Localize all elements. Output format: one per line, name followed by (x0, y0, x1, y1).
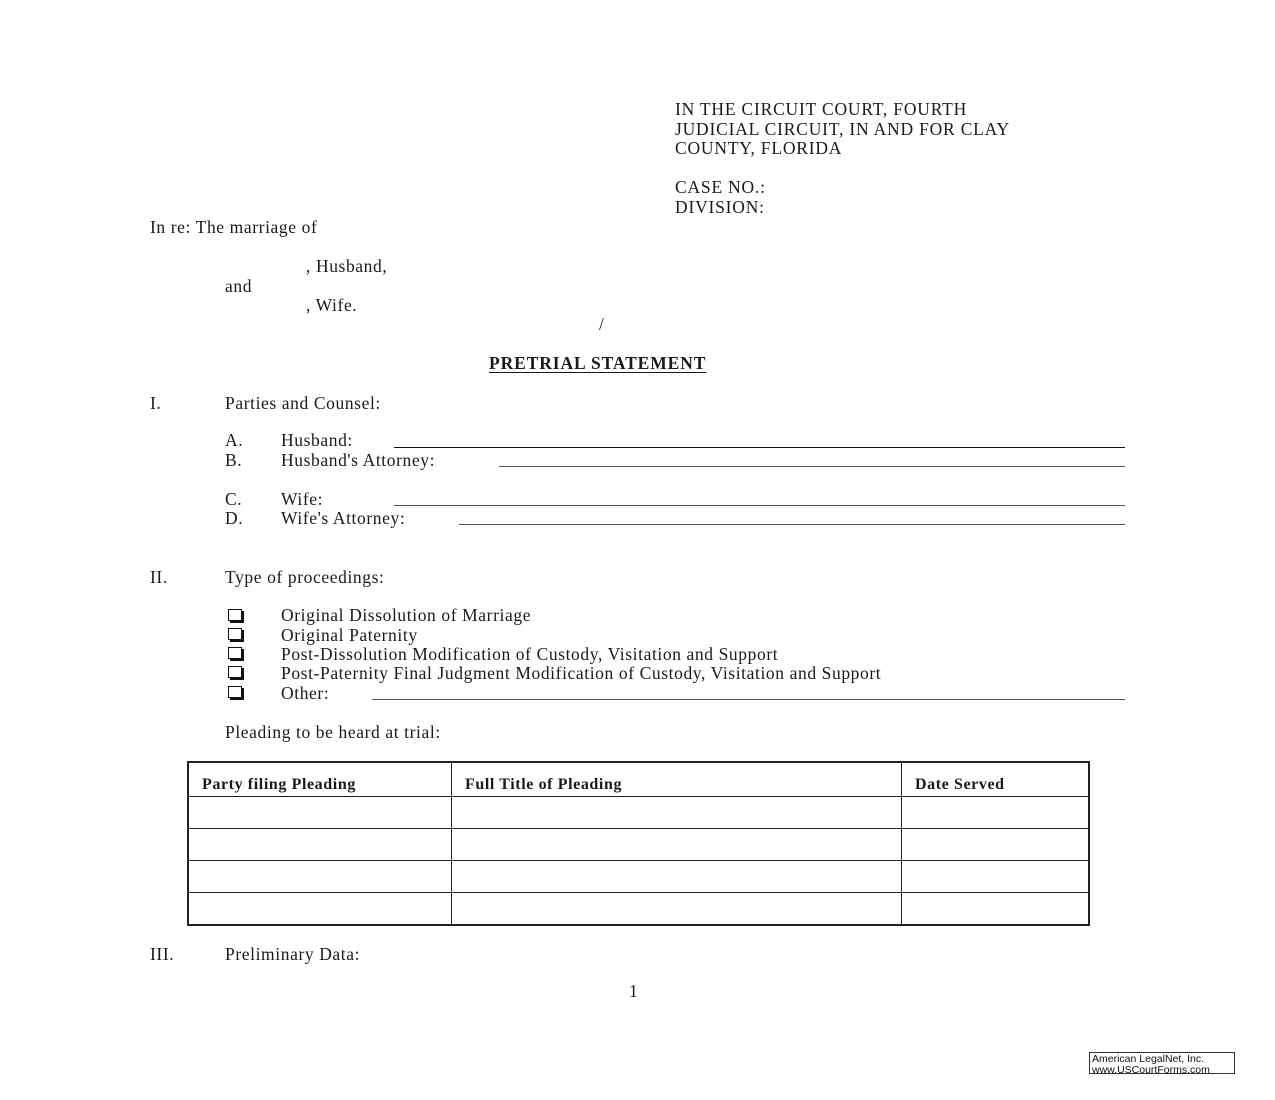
document-title: PRETRIAL STATEMENT (489, 353, 707, 373)
court-header (675, 100, 1010, 159)
section-3-heading: Preliminary Data: (225, 944, 361, 964)
title-cell[interactable] (452, 861, 902, 893)
party-cell[interactable] (188, 797, 452, 829)
court-header-line: IN THE CIRCUIT COURT, FOURTH (675, 99, 968, 119)
date-cell[interactable] (902, 829, 1090, 861)
table-row (188, 797, 1089, 829)
court-header-line: COUNTY, FLORIDA (675, 138, 843, 158)
section-1-numeral: I. (150, 393, 162, 413)
in-re-caption: In re: The marriage of (150, 217, 318, 237)
wife-attorney-field[interactable] (459, 524, 1125, 525)
division-label: DIVISION: (675, 197, 765, 217)
party-cell[interactable] (188, 861, 452, 893)
column-header-party: Party filing Pleading (188, 762, 452, 797)
checkbox-post-paternity-modification[interactable] (228, 666, 242, 678)
page-number: 1 (629, 981, 639, 1001)
field-a-letter: A. (225, 430, 244, 450)
checkbox-other[interactable] (228, 686, 242, 698)
party-cell[interactable] (188, 829, 452, 861)
section-2-numeral: II. (150, 567, 168, 587)
date-cell[interactable] (902, 797, 1090, 829)
table-row (188, 829, 1089, 861)
stamp-company: American LegalNet, Inc. (1092, 1053, 1205, 1065)
option-label: Post-Dissolution Modification of Custody, Visitation and Support (281, 644, 779, 664)
option-label: Original Dissolution of Marriage (281, 605, 532, 625)
table-row (188, 893, 1089, 926)
stamp-website: www.USCourtForms.com (1092, 1063, 1210, 1076)
other-field[interactable] (372, 699, 1125, 700)
date-cell[interactable] (902, 893, 1090, 926)
party-cell[interactable] (188, 893, 452, 926)
date-cell[interactable] (902, 861, 1090, 893)
title-cell[interactable] (452, 829, 902, 861)
pleading-label: Pleading to be heard at trial: (225, 722, 441, 742)
option-label: Other: (281, 683, 330, 703)
checkbox-original-dissolution[interactable] (228, 609, 242, 621)
field-b-letter: B. (225, 450, 243, 470)
checkbox-post-dissolution-modification[interactable] (228, 647, 242, 659)
field-c-letter: C. (225, 489, 243, 509)
option-label: Original Paternity (281, 625, 418, 645)
field-d-letter: D. (225, 508, 244, 528)
table-row (188, 861, 1089, 893)
husband-label: Husband: (281, 430, 353, 450)
section-1-heading: Parties and Counsel: (225, 393, 381, 413)
case-no-label: CASE NO.: (675, 177, 766, 197)
caption-slash: / (599, 314, 605, 334)
table-header-row (188, 762, 1089, 797)
section-2-heading: Type of proceedings: (225, 567, 385, 587)
option-label: Post-Paternity Final Judgment Modification of Custody, Visitation and Support (281, 663, 882, 683)
footer-stamp (1089, 1052, 1235, 1074)
column-header-date: Date Served (902, 762, 1090, 797)
title-cell[interactable] (452, 893, 902, 926)
court-header-line: JUDICIAL CIRCUIT, IN AND FOR CLAY (675, 118, 1010, 139)
wife-field[interactable] (394, 505, 1125, 506)
wife-label: Wife: (281, 489, 324, 509)
title-cell[interactable] (452, 797, 902, 829)
husband-caption: , Husband, (306, 256, 388, 276)
and-caption: and (225, 276, 253, 296)
pleadings-table (187, 761, 1090, 926)
husband-field[interactable] (394, 447, 1125, 448)
checkbox-original-paternity[interactable] (228, 628, 242, 640)
husband-attorney-field[interactable] (499, 466, 1125, 467)
wife-caption: , Wife. (306, 295, 358, 315)
section-3-numeral: III. (150, 944, 175, 964)
husband-attorney-label: Husband's Attorney: (281, 450, 436, 470)
wife-attorney-label: Wife's Attorney: (281, 508, 406, 528)
column-header-title: Full Title of Pleading (452, 762, 902, 797)
